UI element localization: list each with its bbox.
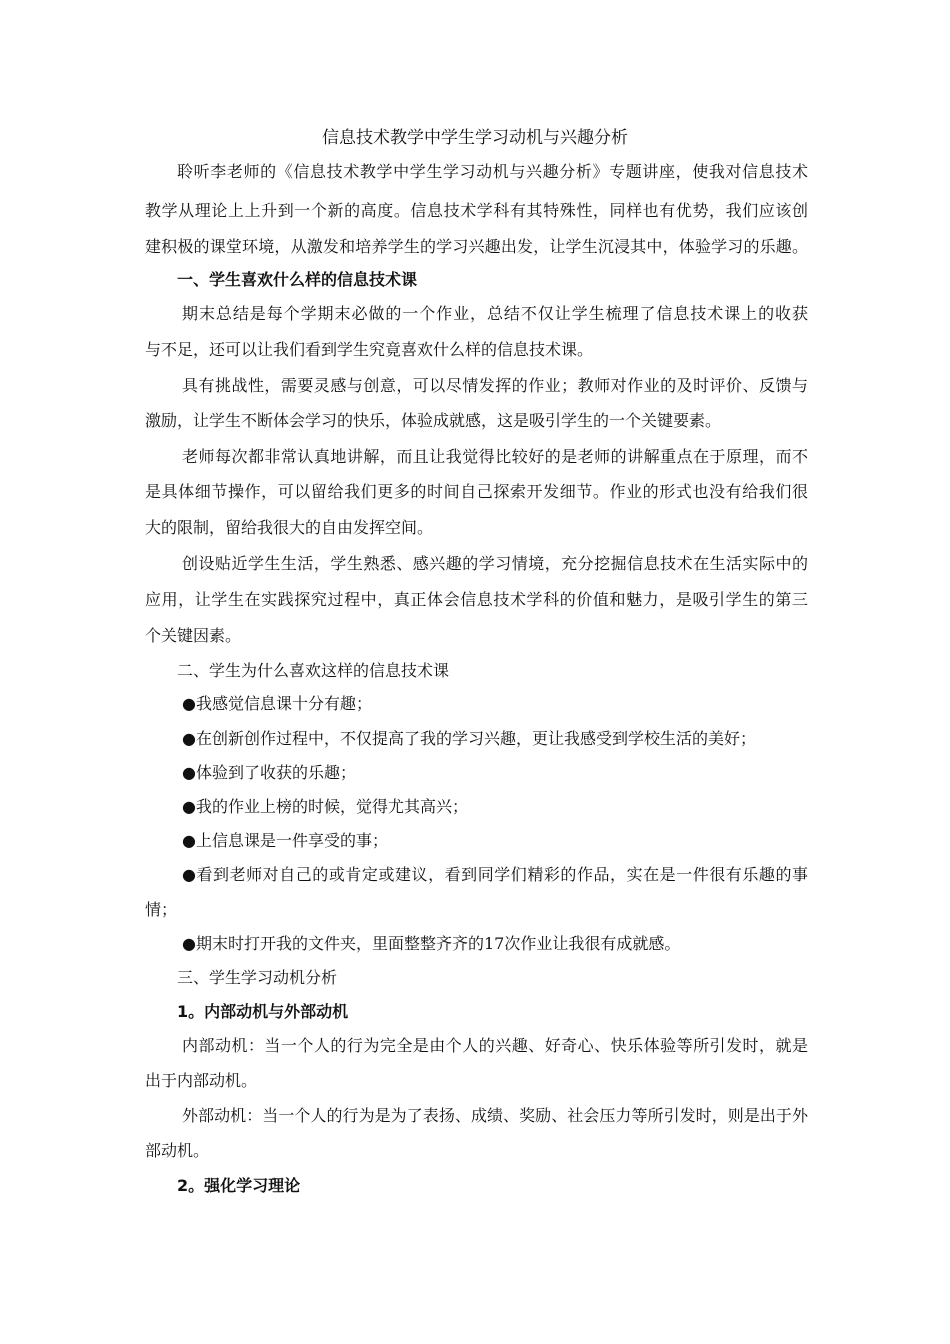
s2-bullet-5: ●上信息课是一件享受的事； bbox=[182, 831, 388, 850]
s1-p3-line-1: 老师每次都非常认真地讲解，而且让我觉得比较好的是老师的讲解重点在于原理，而不 bbox=[182, 447, 808, 466]
intro-line-2: 教学从理论上上升到一个新的高度。信息技术学科有其特殊性，同样也有优势，我们应该创 bbox=[145, 201, 808, 220]
s1-p2-line-2: 激励，让学生不断体会学习的快乐，体验成就感，这是吸引学生的一个关键要素。 bbox=[145, 411, 722, 430]
s1-p4-line-3: 个关键因素。 bbox=[145, 626, 242, 645]
document-title: 信息技术教学中学生学习动机与兴趣分析 bbox=[322, 128, 628, 148]
s1-p3-line-3: 大的限制，留给我很大的自由发挥空间。 bbox=[145, 518, 434, 537]
s3-internal-line-2: 出于内部动机。 bbox=[145, 1071, 258, 1090]
s3-subheading-1: 1。内部动机与外部动机 bbox=[177, 1002, 349, 1021]
section-heading-3: 三、学生学习动机分析 bbox=[177, 968, 338, 987]
s3-external-line-1: 外部动机：当一个人的行为是为了表扬、成绩、奖励、社会压力等所引发时，则是出于外 bbox=[182, 1106, 808, 1125]
s1-p2-line-1: 具有挑战性，需要灵感与创意，可以尽情发挥的作业；教师对作业的及时评价、反馈与 bbox=[182, 376, 808, 395]
s2-bullet-6: ●看到老师对自己的或肯定或建议，看到同学们精彩的作品，实在是一件很有乐趣的事 bbox=[182, 865, 808, 884]
s3-internal-line-1: 内部动机：当一个人的行为完全是由个人的兴趣、好奇心、快乐体验等所引发时，就是 bbox=[182, 1036, 808, 1055]
s3-subheading-2: 2。强化学习理论 bbox=[177, 1176, 301, 1195]
section-heading-1: 一、学生喜欢什么样的信息技术课 bbox=[177, 270, 418, 289]
intro-line-3: 建积极的课堂环境，从激发和培养学生的学习兴趣出发，让学生沉浸其中，体验学习的乐趣。 bbox=[145, 237, 808, 256]
s2-bullet-2: ●在创新创作过程中，不仅提高了我的学习兴趣，更让我感受到学校生活的美好； bbox=[182, 729, 756, 748]
s2-bullet-4: ●我的作业上榜的时候，觉得尤其高兴； bbox=[182, 797, 468, 816]
s1-p4-line-1: 创设贴近学生生活，学生熟悉、感兴趣的学习情境，充分挖掘信息技术在生活实际中的 bbox=[182, 554, 808, 573]
s1-p4-line-2: 应用，让学生在实践探究过程中，真正体会信息技术学科的价值和魅力，是吸引学生的第三 bbox=[145, 590, 808, 609]
section-heading-2: 二、学生为什么喜欢这样的信息技术课 bbox=[177, 661, 450, 680]
s2-bullet-1: ●我感觉信息课十分有趣； bbox=[182, 694, 372, 713]
intro-line-1: 聆听李老师的《信息技术教学中学生学习动机与兴趣分析》专题讲座，使我对信息技术 bbox=[177, 162, 808, 181]
s2-bullet-6-cont: 情； bbox=[145, 900, 178, 919]
s1-p1-line-2: 与不足，还可以让我们看到学生究竟喜欢什么样的信息技术课。 bbox=[145, 340, 594, 359]
s1-p1-line-1: 期末总结是每个学期末必做的一个作业，总结不仅让学生梳理了信息技术课上的收获 bbox=[182, 304, 808, 323]
s3-external-line-2: 部动机。 bbox=[145, 1141, 210, 1160]
s2-bullet-3: ●体验到了收获的乐趣； bbox=[182, 763, 356, 782]
s2-bullet-7: ●期末时打开我的文件夹，里面整整齐齐的17次作业让我很有成就感。 bbox=[182, 934, 681, 953]
s1-p3-line-2: 是具体细节操作，可以留给我们更多的时间自己探索开发细节。作业的形式也没有给我们很 bbox=[145, 482, 808, 501]
